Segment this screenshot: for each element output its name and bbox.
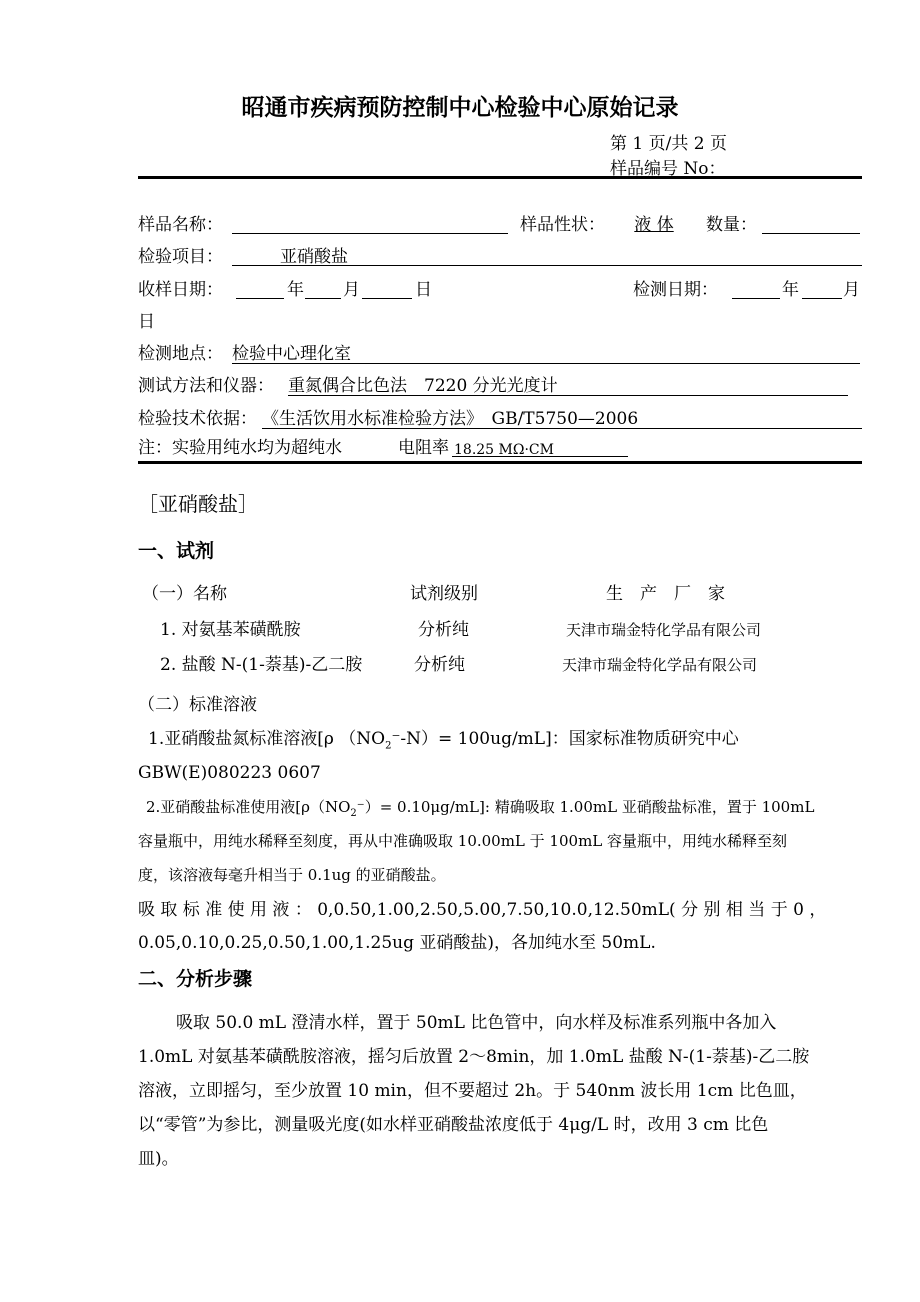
analysis-line: 1.0mL 对氨基苯磺酰胺溶液，摇匀后放置 2～8min，加 1.0mL 盐酸 N-(1-萘基)-乙二胺 <box>138 1047 810 1067</box>
sample-no-label: 样品编号 No： <box>610 159 726 179</box>
basis-value: 《生活饮用水标准检验方法》 GB/T5750—2006 <box>262 409 639 429</box>
text: 2.亚硝酸盐标准使用液[ρ（NO <box>146 798 351 816</box>
document-title: 昭通市疾病预防控制中心检验中心原始记录 <box>241 94 679 121</box>
standard-solution-2: 2.亚硝酸盐标准使用液$[\rho(NO_2^-)= 0.10\mu g/mL]$: 精确吸取 1.00mL 亚硝酸盐标准，置于 100mL <box>146 798 815 819</box>
section-title: ［亚硝酸盐］ <box>138 492 258 516</box>
reagents-heading: 一、试剂 <box>138 540 215 562</box>
basis-label: 检验技术依据： <box>138 409 257 429</box>
standard-solution-2-line3: 度，该溶液每毫升相当于 0.1ug 的亚硝酸盐。 <box>138 866 446 884</box>
sample-name-label: 样品名称： <box>138 215 223 235</box>
year-label: 年 <box>782 280 799 300</box>
absorb-line-1: 吸 取 标 准 使 用 液 ： 0,0.50,1.00,2.50,5.00,7.50,10.0,12.50mL( 分 别 相 当 于 0 ， <box>138 900 827 920</box>
note-label: 注：实验用纯水均为超纯水 <box>138 438 342 458</box>
test-item-value: 亚硝酸盐 <box>280 247 348 267</box>
reagent-grade-header: 试剂级别 <box>410 584 478 604</box>
test-month-field[interactable] <box>802 298 842 299</box>
standard-solution-1-code: GBW(E)080223 0607 <box>138 763 321 783</box>
analysis-line: 以“零管”为参比，测量吸光度(如水样亚硝酸盐浓度低于 4μg/L 时，改用 3 cm 比色 <box>138 1115 769 1135</box>
sample-state-value: 液 体 <box>634 215 674 235</box>
day-label: 日 <box>415 280 432 300</box>
header-divider <box>138 176 862 179</box>
standard-solution-2-line2: 容量瓶中，用纯水稀释至刻度，再从中准确吸取 10.00mL 于 100mL 容量瓶中，用纯水稀释至刻 <box>138 832 788 850</box>
month-label: 月 <box>343 280 360 300</box>
location-value: 检验中心理化室 <box>232 344 351 364</box>
reagent-grade: 分析纯 <box>418 620 469 640</box>
form-divider <box>138 461 862 464</box>
reagent-maker: 天津市瑞金特化学品有限公司 <box>566 621 762 639</box>
test-item-label: 检验项目： <box>138 247 223 267</box>
resistivity-value: 18.25 MΩ·CM <box>454 442 554 458</box>
test-year-field[interactable] <box>732 298 780 299</box>
reagent-name: 1. 对氨基苯磺酰胺 <box>160 620 301 640</box>
quantity-field[interactable] <box>762 233 860 234</box>
method-value: 重氮偶合比色法 7220 分光光度计 <box>288 376 558 396</box>
reagent-name: 2. 盐酸 N-(1-萘基)-乙二胺 <box>160 655 363 675</box>
resistivity-label: 电阻率 <box>398 438 449 458</box>
page-info: 第 1 页/共 2 页 <box>610 134 727 154</box>
day-label: 日 <box>138 312 155 332</box>
receive-date-label: 收样日期： <box>138 280 223 300</box>
analysis-line: 吸取 50.0 mL 澄清水样，置于 50mL 比色管中，向水样及标准系列瓶中各加入 <box>176 1013 777 1033</box>
analysis-line: 皿)。 <box>138 1149 179 1169</box>
reagent-name-header: （一）名称 <box>142 584 227 604</box>
year-label: 年 <box>287 280 304 300</box>
receive-day-field[interactable] <box>362 298 412 299</box>
test-date-label: 检测日期： <box>633 280 718 300</box>
reagent-grade: 分析纯 <box>414 655 465 675</box>
quantity-label: 数量： <box>706 215 757 235</box>
analysis-line: 溶液，立即摇匀，至少放置 10 min，但不要超过 2h。于 540nm 波长用 1cm 比色皿， <box>138 1081 807 1101</box>
analysis-heading: 二、分析步骤 <box>138 968 253 990</box>
sample-state-label: 样品性状： <box>520 215 605 235</box>
receive-month-field[interactable] <box>305 298 341 299</box>
text: 1.亚硝酸盐氮标准溶液[ρ （NO <box>148 729 386 749</box>
reagent-maker: 天津市瑞金特化学品有限公司 <box>562 656 758 674</box>
sample-name-field[interactable] <box>232 233 508 234</box>
standard-solution-heading: （二）标准溶液 <box>138 695 257 715</box>
reagent-maker-header: 生 产 厂 家 <box>606 584 725 604</box>
method-label: 测试方法和仪器： <box>138 376 274 396</box>
location-label: 检测地点： <box>138 344 223 364</box>
standard-solution-1: 1.亚硝酸盐氮标准溶液[ρ $(NO_2^--N)= 100ug/mL$]：国家标准物质研究中心 <box>148 729 739 752</box>
text: ⁻-N）= 100ug/mL]：国家标准物质研究中心 <box>391 729 739 749</box>
month-label: 月 <box>843 280 860 300</box>
receive-year-field[interactable] <box>236 298 284 299</box>
absorb-line-2: 0.05,0.10,0.25,0.50,1.00,1.25ug 亚硝酸盐)，各加纯水至 50mL. <box>138 933 656 953</box>
text: ⁻）= 0.10μg/mL]: 精确吸取 1.00mL 亚硝酸盐标准，置于 100mL <box>356 798 815 816</box>
